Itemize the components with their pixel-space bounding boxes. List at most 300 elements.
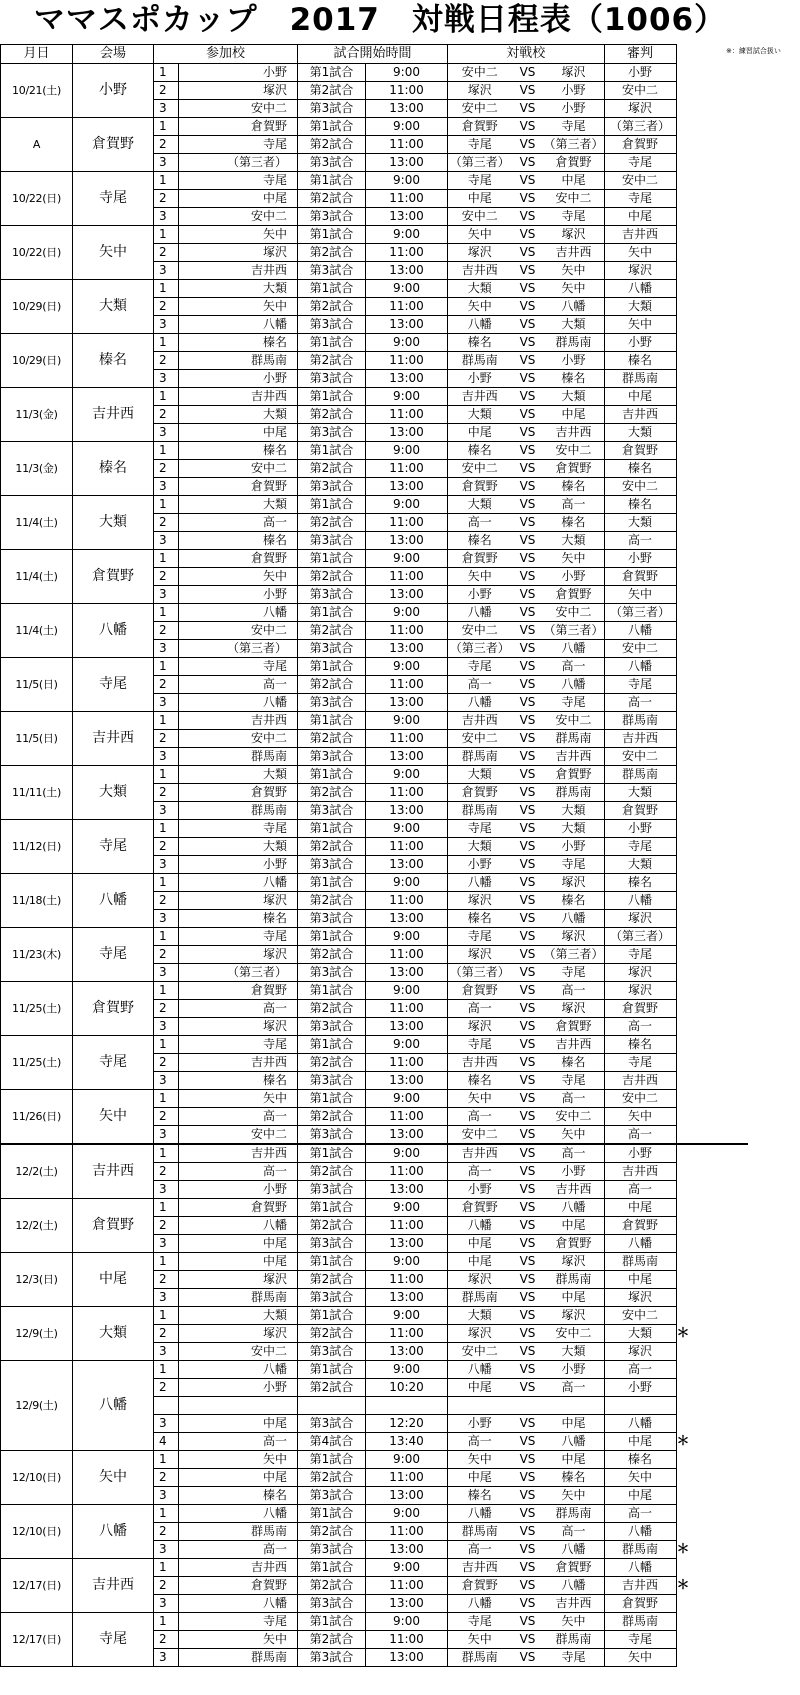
game-number: 3: [154, 262, 179, 280]
referee: 倉賀野: [604, 802, 676, 820]
start-time: 11:00: [366, 838, 448, 856]
start-time: 9:00: [366, 1307, 448, 1325]
start-time: 11:00: [366, 406, 448, 424]
practice-mark: [676, 1199, 748, 1217]
home-team: 八幡: [448, 604, 512, 622]
vs-label: VS: [512, 334, 544, 352]
home-team: 矢中: [448, 1451, 512, 1469]
referee: 吉井西: [604, 226, 676, 244]
referee: 八幡: [604, 658, 676, 676]
vs-label: VS: [512, 1199, 544, 1217]
game-label: 第3試合: [298, 1541, 366, 1559]
game-label: 第1試合: [298, 1559, 366, 1577]
away-team: 倉賀野: [544, 586, 605, 604]
game-number: 2: [154, 190, 179, 208]
practice-mark: [676, 874, 748, 892]
home-team: 群馬南: [448, 352, 512, 370]
vs-label: VS: [512, 370, 544, 388]
referee: 高一: [604, 694, 676, 712]
match-date: 12/17(日): [1, 1559, 73, 1613]
match-date: 12/3(日): [1, 1253, 73, 1307]
game-label: 第3試合: [298, 100, 366, 118]
referee: 群馬南: [604, 712, 676, 730]
start-time: 13:00: [366, 586, 448, 604]
table-row: [1, 1090, 749, 1108]
referee: 小野: [604, 334, 676, 352]
vs-label: VS: [512, 1090, 544, 1108]
start-time: 11:00: [366, 298, 448, 316]
vs-label: VS: [512, 658, 544, 676]
game-label: 第1試合: [298, 118, 366, 136]
home-team: 小野: [448, 370, 512, 388]
table-row: [1, 1361, 749, 1379]
vs-label: VS: [512, 1487, 544, 1505]
game-number: 1: [154, 1253, 179, 1271]
away-team: 吉井西: [544, 244, 605, 262]
start-time: 13:00: [366, 694, 448, 712]
practice-mark: [676, 334, 748, 352]
match-date: 11/18(土): [1, 874, 73, 928]
away-team: 中尾: [544, 1289, 605, 1307]
table-row: [1, 1451, 749, 1469]
vs-label: VS: [512, 640, 544, 658]
practice-mark: [676, 1217, 748, 1235]
vs-label: VS: [512, 154, 544, 172]
participant-school: 寺尾: [179, 172, 298, 190]
home-team: 塚沢: [448, 1271, 512, 1289]
practice-mark: [676, 1108, 748, 1126]
venue: 八幡: [73, 1505, 154, 1559]
start-time: 9:00: [366, 874, 448, 892]
game-label: 第2試合: [298, 946, 366, 964]
home-team: 寺尾: [448, 928, 512, 946]
participant-school: 倉賀野: [179, 1199, 298, 1217]
home-team: 吉井西: [448, 262, 512, 280]
venue: 榛名: [73, 334, 154, 388]
game-label: 第1試合: [298, 1036, 366, 1054]
home-team: 高一: [448, 676, 512, 694]
game-label: 第1試合: [298, 1090, 366, 1108]
away-team: 倉賀野: [544, 766, 605, 784]
practice-mark: [676, 1018, 748, 1036]
practice-mark: [676, 946, 748, 964]
venue: 吉井西: [73, 1559, 154, 1613]
table-row: [1, 388, 749, 406]
vs-label: VS: [512, 1163, 544, 1181]
vs-label: VS: [512, 766, 544, 784]
participant-school: 矢中: [179, 568, 298, 586]
away-team: 寺尾: [544, 1649, 605, 1667]
referee: （第三者）: [604, 928, 676, 946]
venue: 矢中: [73, 1090, 154, 1145]
participant-school: 群馬南: [179, 748, 298, 766]
referee: 八幡: [604, 1559, 676, 1577]
game-label: 第3試合: [298, 586, 366, 604]
practice-mark: [676, 1469, 748, 1487]
vs-label: VS: [512, 1235, 544, 1253]
referee: 大類: [604, 784, 676, 802]
venue: 榛名: [73, 442, 154, 496]
venue: 吉井西: [73, 712, 154, 766]
away-team: 榛名: [544, 892, 605, 910]
home-team: 矢中: [448, 1631, 512, 1649]
away-team: 矢中: [544, 1126, 605, 1145]
referee: 小野: [604, 550, 676, 568]
participant-school: 大類: [179, 406, 298, 424]
start-time: 9:00: [366, 550, 448, 568]
start-time: 11:00: [366, 1271, 448, 1289]
game-label: 第3試合: [298, 1415, 366, 1433]
game-label: [298, 1397, 366, 1415]
game-number: 3: [154, 370, 179, 388]
start-time: 9:00: [366, 1505, 448, 1523]
game-number: 2: [154, 298, 179, 316]
referee: 矢中: [604, 586, 676, 604]
game-number: 3: [154, 586, 179, 604]
vs-label: VS: [512, 316, 544, 334]
start-time: 11:00: [366, 1631, 448, 1649]
venue: 矢中: [73, 226, 154, 280]
start-time: 11:00: [366, 1523, 448, 1541]
away-team: 八幡: [544, 910, 605, 928]
practice-mark: [676, 1361, 748, 1379]
start-time: 9:00: [366, 766, 448, 784]
match-date: 11/12(日): [1, 820, 73, 874]
practice-mark: [676, 442, 748, 460]
game-number: 2: [154, 514, 179, 532]
home-team: 矢中: [448, 298, 512, 316]
venue: 中尾: [73, 1253, 154, 1307]
table-row: [1, 1559, 749, 1577]
table-row: [1, 280, 749, 298]
start-time: 13:00: [366, 532, 448, 550]
start-time: 11:00: [366, 1108, 448, 1126]
game-label: 第3試合: [298, 694, 366, 712]
referee: 小野: [604, 1379, 676, 1397]
game-label: 第3試合: [298, 964, 366, 982]
participant-school: 塚沢: [179, 892, 298, 910]
table-row: [1, 118, 749, 136]
start-time: 13:00: [366, 1181, 448, 1199]
practice-mark: [676, 1631, 748, 1649]
start-time: 13:00: [366, 100, 448, 118]
game-number: 1: [154, 982, 179, 1000]
start-time: 9:00: [366, 982, 448, 1000]
referee: 中尾: [604, 1487, 676, 1505]
vs-label: VS: [512, 1649, 544, 1667]
table-row: [1, 658, 749, 676]
referee: 吉井西: [604, 1072, 676, 1090]
home-team: 高一: [448, 1108, 512, 1126]
vs-label: VS: [512, 298, 544, 316]
referee: 塚沢: [604, 982, 676, 1000]
venue: 大類: [73, 280, 154, 334]
home-team: 塚沢: [448, 1018, 512, 1036]
game-number: 2: [154, 136, 179, 154]
away-team: 榛名: [544, 1054, 605, 1072]
participant-school: 小野: [179, 64, 298, 82]
away-team: 中尾: [544, 172, 605, 190]
participant-school: 吉井西: [179, 1559, 298, 1577]
game-label: 第2試合: [298, 190, 366, 208]
venue: 八幡: [73, 604, 154, 658]
home-team: 高一: [448, 1541, 512, 1559]
practice-mark: [676, 658, 748, 676]
table-row: [1, 928, 749, 946]
vs-label: VS: [512, 676, 544, 694]
game-number: 1: [154, 1036, 179, 1054]
home-team: 倉賀野: [448, 784, 512, 802]
game-label: 第1試合: [298, 1199, 366, 1217]
home-team: 八幡: [448, 1361, 512, 1379]
game-number: 1: [154, 1505, 179, 1523]
referee: 高一: [604, 1018, 676, 1036]
match-date: 11/25(土): [1, 982, 73, 1036]
start-time: 9:00: [366, 1451, 448, 1469]
referee: 倉賀野: [604, 442, 676, 460]
game-label: 第1試合: [298, 1451, 366, 1469]
match-date: 11/26(日): [1, 1090, 73, 1145]
practice-mark: [676, 1523, 748, 1541]
referee: 塚沢: [604, 910, 676, 928]
home-team: 小野: [448, 1415, 512, 1433]
match-date: 11/11(土): [1, 766, 73, 820]
referee: 八幡: [604, 622, 676, 640]
participant-school: 吉井西: [179, 388, 298, 406]
match-date: 12/9(土): [1, 1361, 73, 1451]
referee: 吉井西: [604, 406, 676, 424]
participant-school: 塚沢: [179, 946, 298, 964]
game-label: 第2試合: [298, 568, 366, 586]
game-label: 第1試合: [298, 1307, 366, 1325]
game-number: 2: [154, 1163, 179, 1181]
referee: 安中二: [604, 640, 676, 658]
home-team: 中尾: [448, 1469, 512, 1487]
vs-label: VS: [512, 1577, 544, 1595]
away-team: 八幡: [544, 298, 605, 316]
start-time: 12:20: [366, 1415, 448, 1433]
match-date: 10/21(土): [1, 64, 73, 118]
participant-school: 大類: [179, 766, 298, 784]
vs-label: VS: [512, 514, 544, 532]
referee: 吉井西: [604, 1163, 676, 1181]
away-team: 大類: [544, 388, 605, 406]
away-team: 吉井西: [544, 1595, 605, 1613]
start-time: 11:00: [366, 460, 448, 478]
referee: 倉賀野: [604, 1000, 676, 1018]
practice-mark: [676, 622, 748, 640]
referee: 中尾: [604, 1433, 676, 1451]
start-time: 11:00: [366, 1054, 448, 1072]
referee: [604, 1397, 676, 1415]
game-number: 1: [154, 1090, 179, 1108]
game-number: 1: [154, 820, 179, 838]
home-team: 吉井西: [448, 712, 512, 730]
vs-label: VS: [512, 532, 544, 550]
vs-label: VS: [512, 712, 544, 730]
game-number: 2: [154, 1325, 179, 1343]
game-number: 3: [154, 532, 179, 550]
practice-mark: [676, 262, 748, 280]
vs-label: VS: [512, 136, 544, 154]
participant-school: 小野: [179, 1181, 298, 1199]
practice-mark: [676, 226, 748, 244]
game-label: 第2試合: [298, 730, 366, 748]
home-team: 大類: [448, 406, 512, 424]
participant-school: 寺尾: [179, 658, 298, 676]
referee: 榛名: [604, 1451, 676, 1469]
referee: 大類: [604, 514, 676, 532]
match-date: 11/25(土): [1, 1036, 73, 1090]
start-time: 13:00: [366, 964, 448, 982]
vs-label: VS: [512, 568, 544, 586]
vs-label: VS: [512, 280, 544, 298]
away-team: 群馬南: [544, 1505, 605, 1523]
referee: 群馬南: [604, 766, 676, 784]
header-row: [1, 45, 749, 64]
participant-school: [179, 1397, 298, 1415]
start-time: 11:00: [366, 244, 448, 262]
start-time: 13:00: [366, 748, 448, 766]
table-row: [1, 1036, 749, 1054]
start-time: 9:00: [366, 1559, 448, 1577]
home-team: （第三者）: [448, 964, 512, 982]
game-number: 1: [154, 550, 179, 568]
start-time: 13:40: [366, 1433, 448, 1451]
practice-mark: [676, 64, 748, 82]
start-time: 13:00: [366, 910, 448, 928]
start-time: 11:00: [366, 1325, 448, 1343]
match-date: 11/23(木): [1, 928, 73, 982]
away-team: 八幡: [544, 1541, 605, 1559]
home-team: 榛名: [448, 442, 512, 460]
start-time: 11:00: [366, 622, 448, 640]
home-team: 大類: [448, 838, 512, 856]
start-time: 11:00: [366, 892, 448, 910]
away-team: （第三者）: [544, 136, 605, 154]
game-number: 2: [154, 622, 179, 640]
table-row: [1, 1505, 749, 1523]
away-team: 小野: [544, 568, 605, 586]
participant-school: 高一: [179, 1000, 298, 1018]
practice-mark: [676, 352, 748, 370]
participant-school: 高一: [179, 1541, 298, 1559]
game-label: 第1試合: [298, 496, 366, 514]
game-number: 3: [154, 1235, 179, 1253]
home-team: 中尾: [448, 424, 512, 442]
vs-label: VS: [512, 388, 544, 406]
practice-mark: [676, 766, 748, 784]
game-label: 第3試合: [298, 1126, 366, 1145]
participant-school: 群馬南: [179, 802, 298, 820]
practice-mark: [676, 748, 748, 766]
home-team: 小野: [448, 586, 512, 604]
game-number: 1: [154, 658, 179, 676]
away-team: 倉賀野: [544, 460, 605, 478]
referee: 小野: [604, 820, 676, 838]
away-team: 安中二: [544, 1325, 605, 1343]
header-date: 月日: [1, 45, 73, 64]
referee: 塚沢: [604, 100, 676, 118]
header-venue: 会場: [73, 45, 154, 64]
home-team: 安中二: [448, 1343, 512, 1361]
referee: 小野: [604, 64, 676, 82]
practice-mark: [676, 1289, 748, 1307]
away-team: 群馬南: [544, 334, 605, 352]
referee: 倉賀野: [604, 568, 676, 586]
match-date: 10/29(日): [1, 280, 73, 334]
practice-mark: [676, 964, 748, 982]
game-number: 2: [154, 460, 179, 478]
participant-school: 倉賀野: [179, 118, 298, 136]
participant-school: 大類: [179, 1307, 298, 1325]
game-number: 3: [154, 748, 179, 766]
away-team: 寺尾: [544, 208, 605, 226]
home-team: 中尾: [448, 1379, 512, 1397]
practice-mark: [676, 424, 748, 442]
table-row: [1, 1144, 749, 1163]
away-team: 寺尾: [544, 118, 605, 136]
home-team: 小野: [448, 1181, 512, 1199]
game-label: 第1試合: [298, 604, 366, 622]
referee: 八幡: [604, 892, 676, 910]
participant-school: 高一: [179, 676, 298, 694]
participant-school: 榛名: [179, 442, 298, 460]
practice-mark: [676, 568, 748, 586]
practice-mark: [676, 1072, 748, 1090]
start-time: 9:00: [366, 1613, 448, 1631]
participant-school: 倉賀野: [179, 982, 298, 1000]
game-label: 第2試合: [298, 1271, 366, 1289]
home-team: 大類: [448, 766, 512, 784]
schedule-table: [0, 44, 748, 1667]
game-label: 第1試合: [298, 820, 366, 838]
game-label: 第2試合: [298, 1000, 366, 1018]
start-time: 13:00: [366, 154, 448, 172]
game-number: 1: [154, 226, 179, 244]
practice-mark: [676, 1343, 748, 1361]
practice-mark: [676, 406, 748, 424]
vs-label: VS: [512, 100, 544, 118]
game-number: 1: [154, 1144, 179, 1163]
page-title: ママスポカップ 2017 対戦日程表（1006）: [33, 2, 727, 38]
start-time: 9:00: [366, 712, 448, 730]
game-label: 第1試合: [298, 874, 366, 892]
game-label: 第1試合: [298, 1361, 366, 1379]
referee: 八幡: [604, 1235, 676, 1253]
practice-mark: [676, 730, 748, 748]
participant-school: 八幡: [179, 694, 298, 712]
participant-school: 高一: [179, 1433, 298, 1451]
away-team: 高一: [544, 1144, 605, 1163]
participant-school: 吉井西: [179, 262, 298, 280]
home-team: 榛名: [448, 910, 512, 928]
game-label: 第2試合: [298, 1217, 366, 1235]
game-label: 第3試合: [298, 1072, 366, 1090]
start-time: 9:00: [366, 388, 448, 406]
away-team: 榛名: [544, 370, 605, 388]
game-label: 第3試合: [298, 748, 366, 766]
game-label: 第3試合: [298, 802, 366, 820]
away-team: 小野: [544, 1361, 605, 1379]
vs-label: VS: [512, 1072, 544, 1090]
home-team: 寺尾: [448, 136, 512, 154]
vs-label: VS: [512, 784, 544, 802]
practice-mark: [676, 928, 748, 946]
participant-school: 安中二: [179, 100, 298, 118]
referee: 中尾: [604, 1271, 676, 1289]
game-number: 2: [154, 1523, 179, 1541]
